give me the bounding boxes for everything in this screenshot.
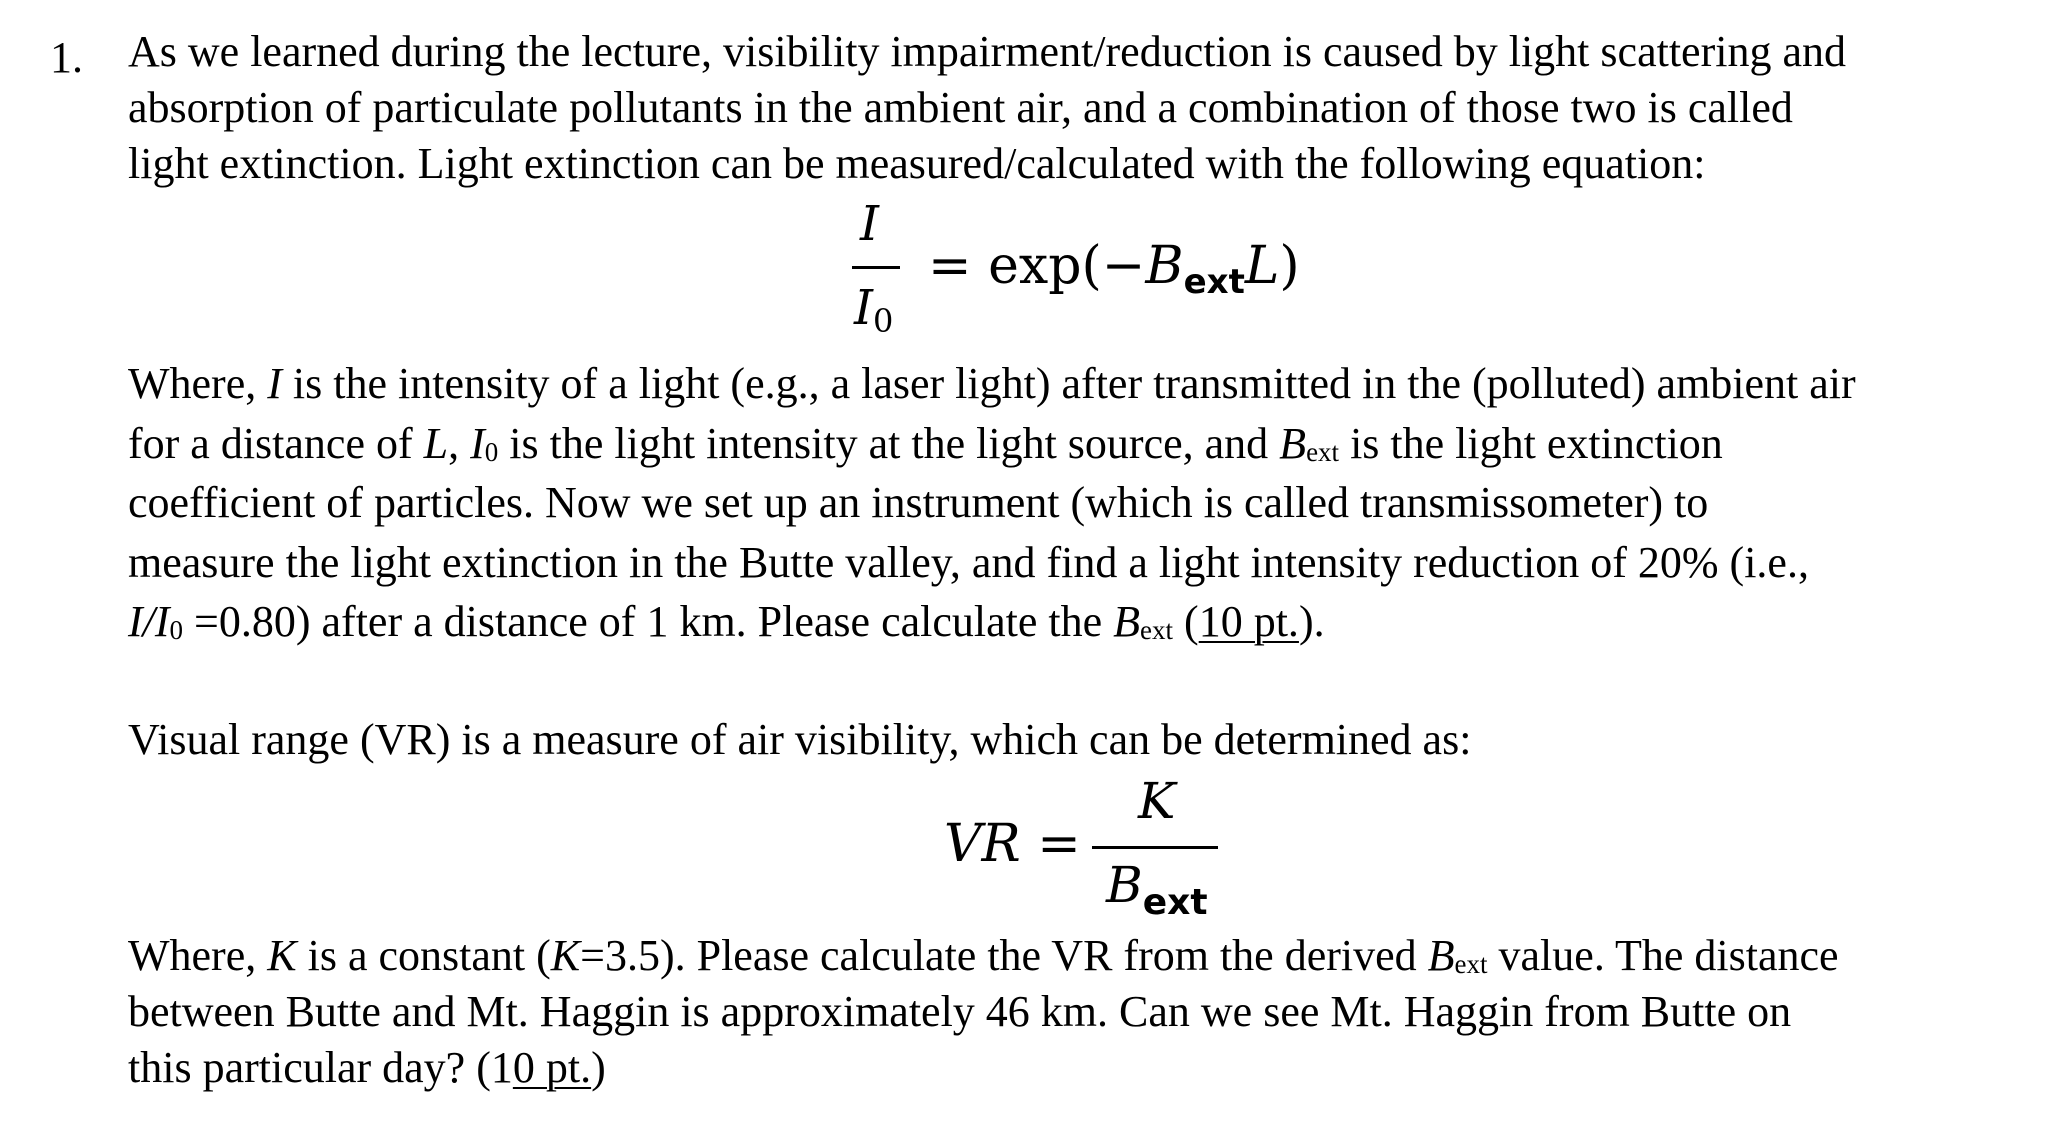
- eq1-denominator: I0: [854, 280, 894, 340]
- constant-paragraph: [128, 928, 2043, 1096]
- const-line-1: Where, K is a constant (K=3.5). Please calculate the VR from the derived Bext value. The distance: [128, 931, 1839, 980]
- intro-line-3: light extinction. Light extinction can be measured/calculated with the following equation:: [128, 139, 1706, 188]
- eq2-denominator: $B_{ext}$: [1106, 856, 1208, 923]
- def-line-4: measure the light extinction in the Butte valley, and find a light intensity reduction of 20% (i.e.,: [128, 537, 1809, 587]
- eq1-numerator: I: [860, 196, 879, 252]
- const-line-3: this particular day? (10 pt.): [128, 1043, 606, 1092]
- def-line-2: for a distance of L, I0 is the light intensity at the light source, and Bext is the light extinction: [128, 418, 1723, 468]
- points-label-2: 0 pt.: [512, 1043, 592, 1092]
- intro-line-2: absorption of particulate pollutants in the ambient air, and a combination of those two is called: [128, 83, 1793, 132]
- def-line-3: coefficient of particles. Now we set up an instrument (which is called transmissometer) to: [128, 478, 1709, 527]
- eq1-right-side: = exp(−BextL): [928, 236, 1300, 302]
- definitions-paragraph: [128, 354, 2043, 652]
- extinction-equation: [846, 196, 1346, 356]
- def-line-1: Where, I is the intensity of a light (e.g., a laser light) after transmitted in the (polluted) ambient air: [128, 359, 1856, 408]
- intro-line-1: As we learned during the lecture, visibility impairment/reduction is caused by light scattering and: [128, 27, 1846, 76]
- eq2-left-side: VR =: [944, 814, 1081, 874]
- eq1-fraction-bar: [852, 266, 900, 269]
- def-line-5: I/I0 =0.80) after a distance of 1 km. Please calculate the Bext (10 pt.).: [128, 597, 1325, 646]
- const-line-2: between Butte and Mt. Haggin is approximately 46 km. Can we see Mt. Haggin from Butte on: [128, 987, 1792, 1036]
- visual-range-equation: [940, 770, 1300, 940]
- intro-paragraph: [128, 24, 2043, 192]
- eq2-numerator: K: [1138, 772, 1176, 830]
- visual-range-paragraph: [128, 712, 2043, 768]
- question-number: 1.: [50, 33, 83, 82]
- points-label-1: 10 pt.: [1198, 597, 1299, 646]
- vr-intro-line: Visual range (VR) is a measure of air visibility, which can be determined as:: [128, 715, 1472, 764]
- eq2-fraction-bar: [1092, 846, 1218, 849]
